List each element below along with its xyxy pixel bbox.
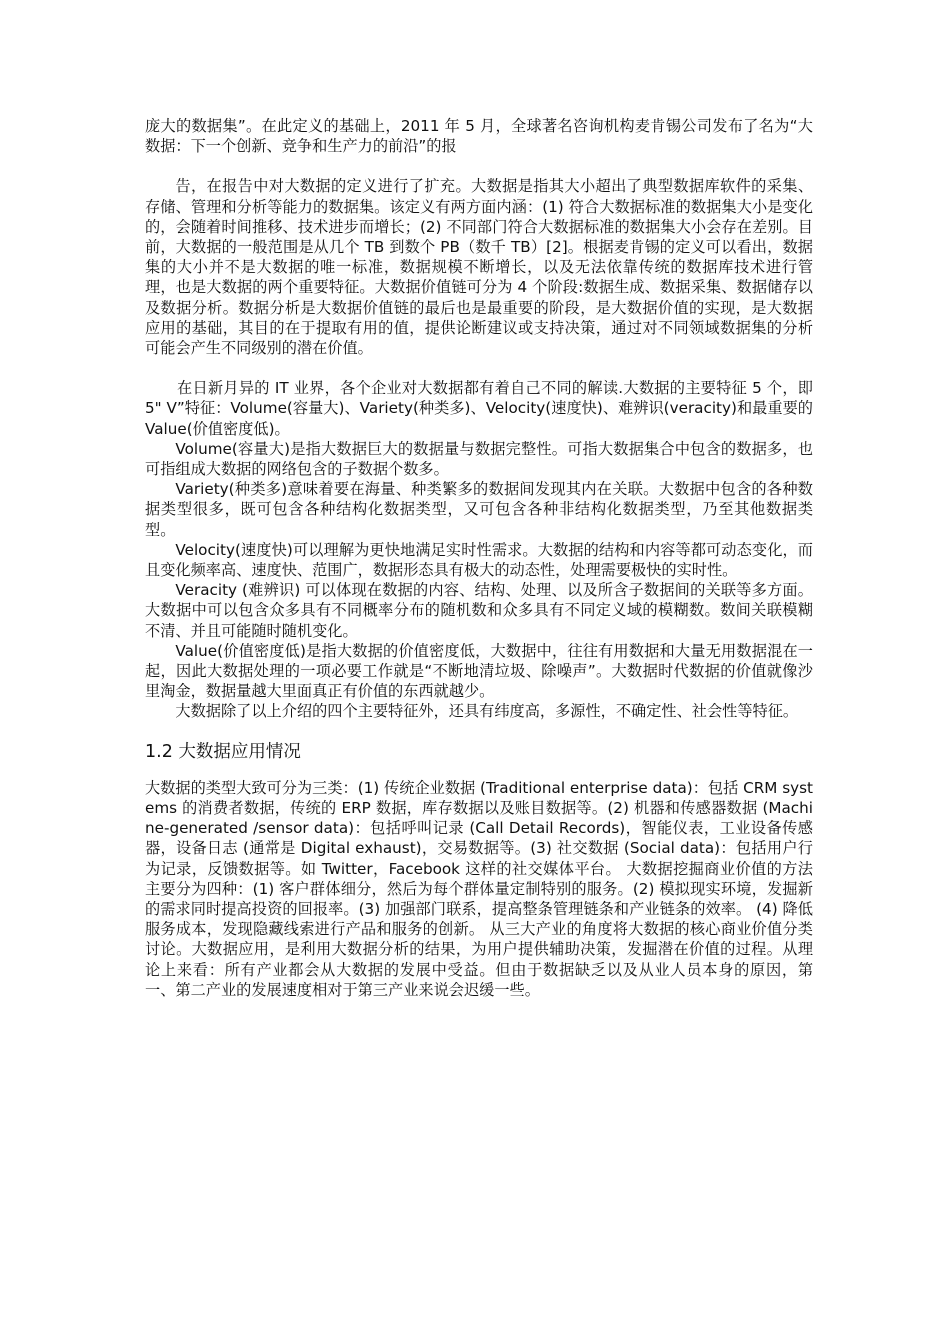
paragraph-other-features: 大数据除了以上介绍的四个主要特征外，还具有纬度高，多源性，不确定性、社会性等特征。 xyxy=(175,702,799,721)
paragraph-velocity: Velocity(速度快)可以理解为更快地满足实时性需求。大数据的结构和内容等都可动态变化，而且变化频率高、速度快、范围广，数据形态具有极大的动态性，处理需要极快的实时性。 xyxy=(145,540,813,580)
paragraph-mckinsey-report: 告，在报告中对大数据的定义进行了扩充。大数据是指其大小超出了典型数据库软件的采集、存储、管理和分析等能力的数据集。该定义有两方面内涵：(1) 符合大数据标准的数据集大小是变化的，会随着时间推移、技术进步而增长；(2) 不同部门符合大数据标准的数据集大小会存在差别。目前，大数据的一般范围是从几个 TB 到数个 PB（数千 TB）[2]。根据麦肯锡的定义可以看出，数据集的大小并不是大数据的唯一标准，数据规模不断增长，以及无法依靠传统的数据库技术进行管理，也是大数据的两个重要特征。大数据价值链可分为 4 个阶段:数据生成、数据采集、数据储存以及数据分析。数据分析是大数据价值链的最后也是最重要的阶段，是大数据价值的实现，是大数据应用的基础，其目的在于提取有用的值，提供论断建议或支持决策，通过对不同领域数据集的分析可能会产生不同级别的潜在价值。 xyxy=(145,177,813,358)
document-page xyxy=(145,116,813,1000)
paragraph-veracity: Veracity (难辨识) 可以体现在数据的内容、结构、处理、以及所含子数据间的关联等多方面。大数据中可以包含众多具有不同概率分布的随机数和众多具有不同定义域的模糊数。数间关联模糊不清、并且可能随时随机变化。 xyxy=(145,581,813,640)
paragraph-variety: Variety(种类多)意味着要在海量、种类繁多的数据间发现其内在关联。大数据中包含的各种数据类型很多，既可包含各种结构化数据类型，又可包含各种非结构化数据类型，乃至其他数据类型。 xyxy=(145,480,813,539)
paragraph-value: Value(价值密度低)是指大数据的价值密度低，大数据中，往往有用数据和大量无用数据混在一起，因此大数据处理的一项必要工作就是“不断地清垃圾、除噪声”。大数据时代数据的价值就像沙里淘金，数据量越大里面真正有价值的东西就越少。 xyxy=(145,641,813,701)
paragraph-five-v: 在日新月异的 IT 业界，各个企业对大数据都有着自己不同的解读.大数据的主要特征 5 个，即 5" V”特征：Volume(容量大)、Variety(种类多)、Velocity(速度快)、难辨识(veracity)和最重要的 Value(价值密度低)。 xyxy=(145,379,813,438)
section-heading: 1.2 大数据应用情况 xyxy=(145,741,301,762)
paragraph-definition-intro: 庞大的数据集”。在此定义的基础上，2011 年 5 月，全球著名咨询机构麦肯锡公司发布了名为“大数据：下一个创新、竞争和生产力的前沿”的报 xyxy=(145,117,813,156)
paragraph-volume: Volume(容量大)是指大数据巨大的数据量与数据完整性。可指大数据集合中包含的数据多，也可指组成大数据的网络包含的子数据个数多。 xyxy=(145,439,813,479)
paragraph-applications: 大数据的类型大致可分为三类：(1) 传统企业数据 (Traditional enterprise data)：包括 CRM systems 的消费者数据，传统的 ERP 数据，库存数据以及账目数据等。(2) 机器和传感器数据 (Machine-generated /sensor data)：包括呼叫记录 (Call Detail Records)，智能仪表，工业设备传感器，设备日志 (通常是 Digital exhaust)，交易数据等。(3) 社交数据 (Social data)：包括用户行为记录，反馈数据等。如 Twitter，Facebook 这样的社交媒体平台。 大数据挖掘商业价值的方法主要分为四种：(1) 客户群体细分，然后为每个群体量定制特别的服务。(2) 模拟现实环境，发掘新的需求同时提高投资的回报率。(3) 加强部门联系，提高整条管理链条和产业链条的效率。 (4) 降低服务成本，发现隐藏线索进行产品和服务的创新。 从三大产业的角度将大数据的核心商业价值分类讨论。大数据应用，是利用大数据分析的结果，为用户提供辅助决策，发掘潜在价值的过程。从理论上来看：所有产业都会从大数据的发展中受益。但由于数据缺乏以及从业人员本身的原因，第一、第二产业的发展速度相对于第三产业来说会迟缓一些。 xyxy=(145,778,813,999)
